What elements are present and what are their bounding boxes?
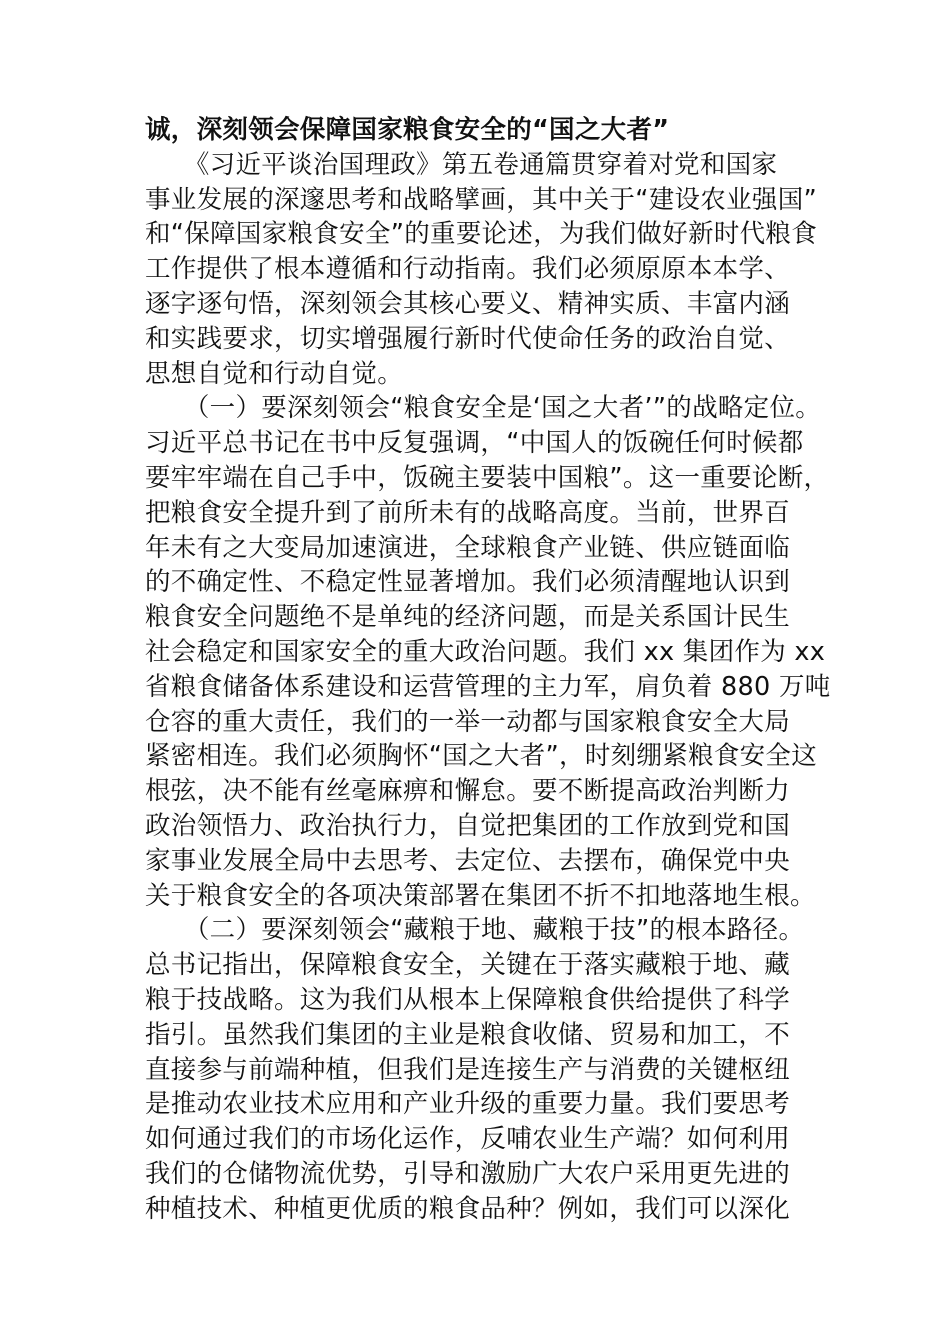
body-text-line: 事业发展的深邃思考和战略擘画，其中关于“建设农业强国” (145, 184, 818, 215)
body-text-line: 粮于技战略。这为我们从根本上保障粮食供给提供了科学 (145, 984, 791, 1015)
body-text-line: 要牢牢端在自己手中，饭碗主要装中国粮”。这一重要论断， (145, 462, 830, 493)
body-text-line: 《习近平谈治国理政》第五卷通篇贯穿着对党和国家 (145, 149, 778, 180)
body-text-line: 指引。虽然我们集团的主业是粮食收储、贸易和加工，不 (145, 1019, 791, 1050)
body-text-line: 家事业发展全局中去思考、去定位、去摆布，确保党中央 (145, 845, 791, 876)
body-text-line: 是推动农业技术应用和产业升级的重要力量。我们要思考 (145, 1089, 791, 1120)
body-text-line: 逐字逐句悟，深刻领会其核心要义、精神实质、丰富内涵 (145, 288, 791, 319)
body-text-line: 种植技术、种植更优质的粮食品种？例如，我们可以深化 (145, 1193, 791, 1224)
body-text-line: 把粮食安全提升到了前所未有的战略高度。当前，世界百 (145, 497, 791, 528)
body-text-line: 我们的仓储物流优势，引导和激励广大农户采用更先进的 (145, 1158, 791, 1189)
body-text-line: （一）要深刻领会“粮食安全是‘国之大者’”的战略定位。 (145, 393, 822, 424)
body-text-line: 关于粮食安全的各项决策部署在集团不折不扣地落地生根。 (145, 880, 816, 911)
body-text-line: 习近平总书记在书中反复强调，“中国人的饭碗任何时候都 (145, 428, 804, 459)
body-text-line: 直接参与前端种植，但我们是连接生产与消费的关键枢纽 (145, 1054, 791, 1085)
body-text-line: 仓容的重大责任，我们的一举一动都与国家粮食安全大局 (145, 706, 791, 737)
body-text-line: （二）要深刻领会“藏粮于地、藏粮于技”的根本路径。 (145, 915, 805, 946)
body-text-line: 省粮食储备体系建设和运营管理的主力军，肩负着 880 万吨 (145, 671, 831, 702)
body-text-line: 粮食安全问题绝不是单纯的经济问题，而是关系国计民生 (145, 602, 791, 633)
body-text-line: 总书记指出，保障粮食安全，关键在于落实藏粮于地、藏 (145, 950, 791, 981)
body-text-line: 如何通过我们的市场化运作，反哺农业生产端？如何利用 (145, 1124, 791, 1155)
body-text-line: 社会稳定和国家安全的重大政治问题。我们 xx 集团作为 xx (145, 636, 826, 667)
body-text-line: 根弦，决不能有丝毫麻痹和懈怠。要不断提高政治判断力 (145, 776, 791, 807)
body-text-line: 紧密相连。我们必须胸怀“国之大者”，时刻绷紧粮食安全这 (145, 741, 818, 772)
body-text-line: 工作提供了根本遵循和行动指南。我们必须原原本本学、 (145, 254, 791, 285)
section-heading-line: 诚，深刻领会保障国家粮食安全的“国之大者” (145, 115, 670, 145)
body-text-line: 和实践要求，切实增强履行新时代使命任务的政治自觉、 (145, 323, 791, 354)
document-page (145, 113, 845, 1227)
body-text-line: 思想自觉和行动自觉。 (145, 358, 404, 389)
body-text-line: 政治领悟力、政治执行力，自觉把集团的工作放到党和国 (145, 810, 791, 841)
body-text-line: 年未有之大变局加速演进，全球粮食产业链、供应链面临 (145, 532, 791, 563)
body-text-line: 的不确定性、不稳定性显著增加。我们必须清醒地认识到 (145, 567, 791, 598)
body-text-line: 和“保障国家粮食安全”的重要论述，为我们做好新时代粮食 (145, 219, 818, 250)
